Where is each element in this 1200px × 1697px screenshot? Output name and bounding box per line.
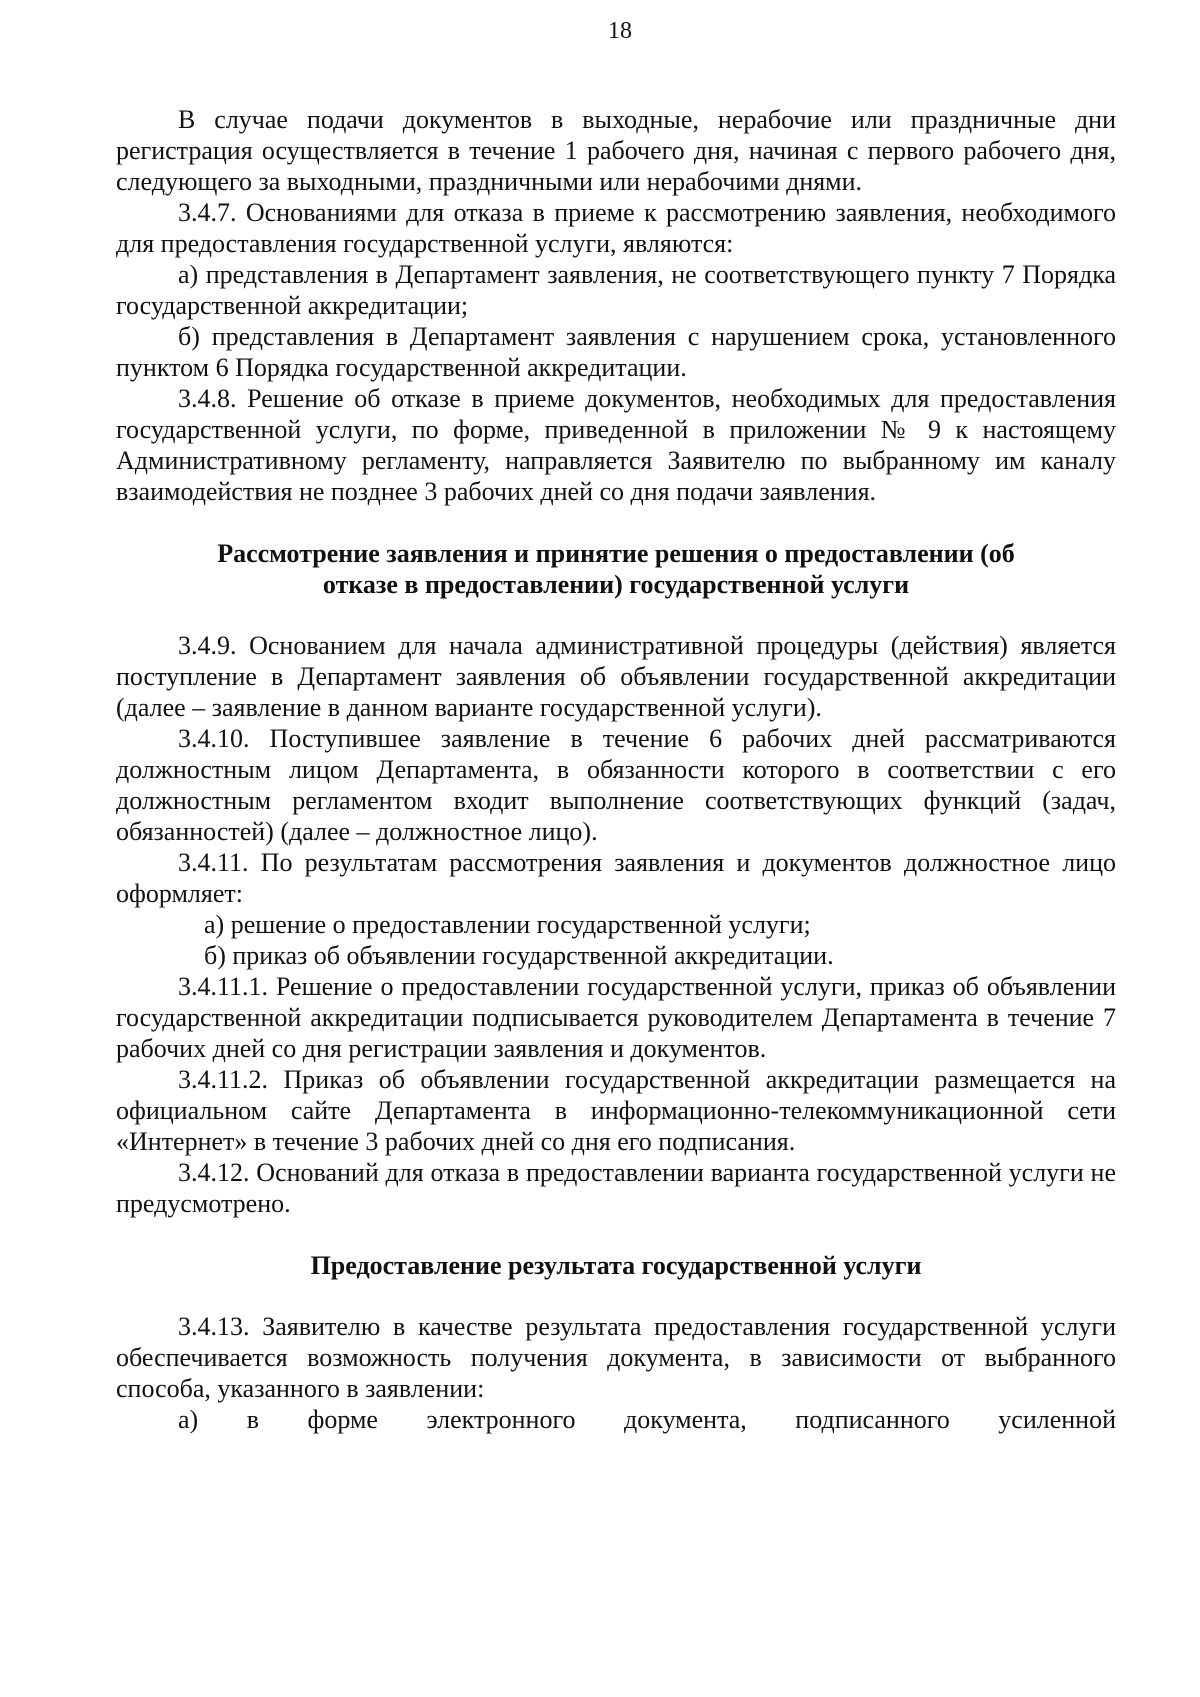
paragraph-3-4-12: 3.4.12. Оснований для отказа в предоставлении варианта государственной услуги не предусмотрено. (116, 1158, 1116, 1218)
paragraph-3-4-10: 3.4.10. Поступившее заявление в течение 6 рабочих дней рассматриваются должностным лицом Департамента, в обязанности которого в соответствии с его должностным регламентом входит выполнение соответствующих функций (задач, обязанностей) (далее – должностное лицо). (116, 724, 1116, 846)
paragraph-3-4-13: 3.4.13. Заявителю в качестве результата предоставления государственной услуги обеспечивается возможность получения документа, в зависимости от выбранного способа, указанного в заявлении: (116, 1312, 1116, 1403)
list-item-b-order: б) приказ об объявлении государственной аккредитации. (204, 941, 834, 970)
section-heading-review: Рассмотрение заявления и принятие решения о предоставлении (об отказе в предоставлении) государственной услуги (217, 539, 1015, 599)
list-item-a-decision: а) решение о предоставлении государственной услуги; (204, 910, 811, 939)
paragraph-3-4-11: 3.4.11. По результатам рассмотрения заявления и документов должностное лицо оформляет: (116, 848, 1116, 908)
page-number: 18 (608, 18, 632, 44)
paragraph-weekend-registration: В случае подачи документов в выходные, нерабочие или праздничные дни регистрация осуществляется в течение 1 рабочего дня, начиная с первого рабочего дня, следующего за выходными, праздничными или нерабочими днями. (116, 105, 1116, 196)
paragraph-3-4-7: 3.4.7. Основаниями для отказа в приеме к рассмотрению заявления, необходимого для предоставления государственной услуги, являются: (116, 198, 1116, 258)
paragraph-3-4-11-1: 3.4.11.1. Решение о предоставлении государственной услуги, приказ об объявлении государственной аккредитации подписывается руководителем Департамента в течение 7 рабочих дней со дня регистрации заявления и документов. (116, 972, 1116, 1063)
document-body (116, 104, 1116, 1435)
section-heading-result: Предоставление результата государственной услуги (310, 1251, 922, 1280)
list-item-b-refusal: б) представления в Департамент заявления с нарушением срока, установленного пунктом 6 Порядка государственной аккредитации. (116, 322, 1116, 382)
list-item-a-refusal: а) представления в Департамент заявления, не соответствующего пункту 7 Порядка государственной аккредитации; (116, 260, 1116, 320)
paragraph-3-4-9: 3.4.9. Основанием для начала административной процедуры (действия) является поступление в Департамент заявления об объявлении государственной аккредитации (далее – заявление в данном варианте государственной услуги). (116, 631, 1116, 722)
paragraph-3-4-11-2: 3.4.11.2. Приказ об объявлении государственной аккредитации размещается на официальном сайте Департамента в информационно-телекоммуникационной сети «Интернет» в течение 3 рабочих дней со дня его подписания. (116, 1065, 1116, 1156)
paragraph-3-4-8: 3.4.8. Решение об отказе в приеме документов, необходимых для предоставления государственной услуги, по форме, приведенной в приложении № 9 к настоящему Административному регламенту, направляется Заявителю по выбранному им каналу взаимодействия не позднее 3 рабочих дней со дня подачи заявления. (116, 384, 1116, 506)
list-item-a-electronic-document: а) в форме электронного документа, подписанного усиленной (178, 1405, 1116, 1434)
